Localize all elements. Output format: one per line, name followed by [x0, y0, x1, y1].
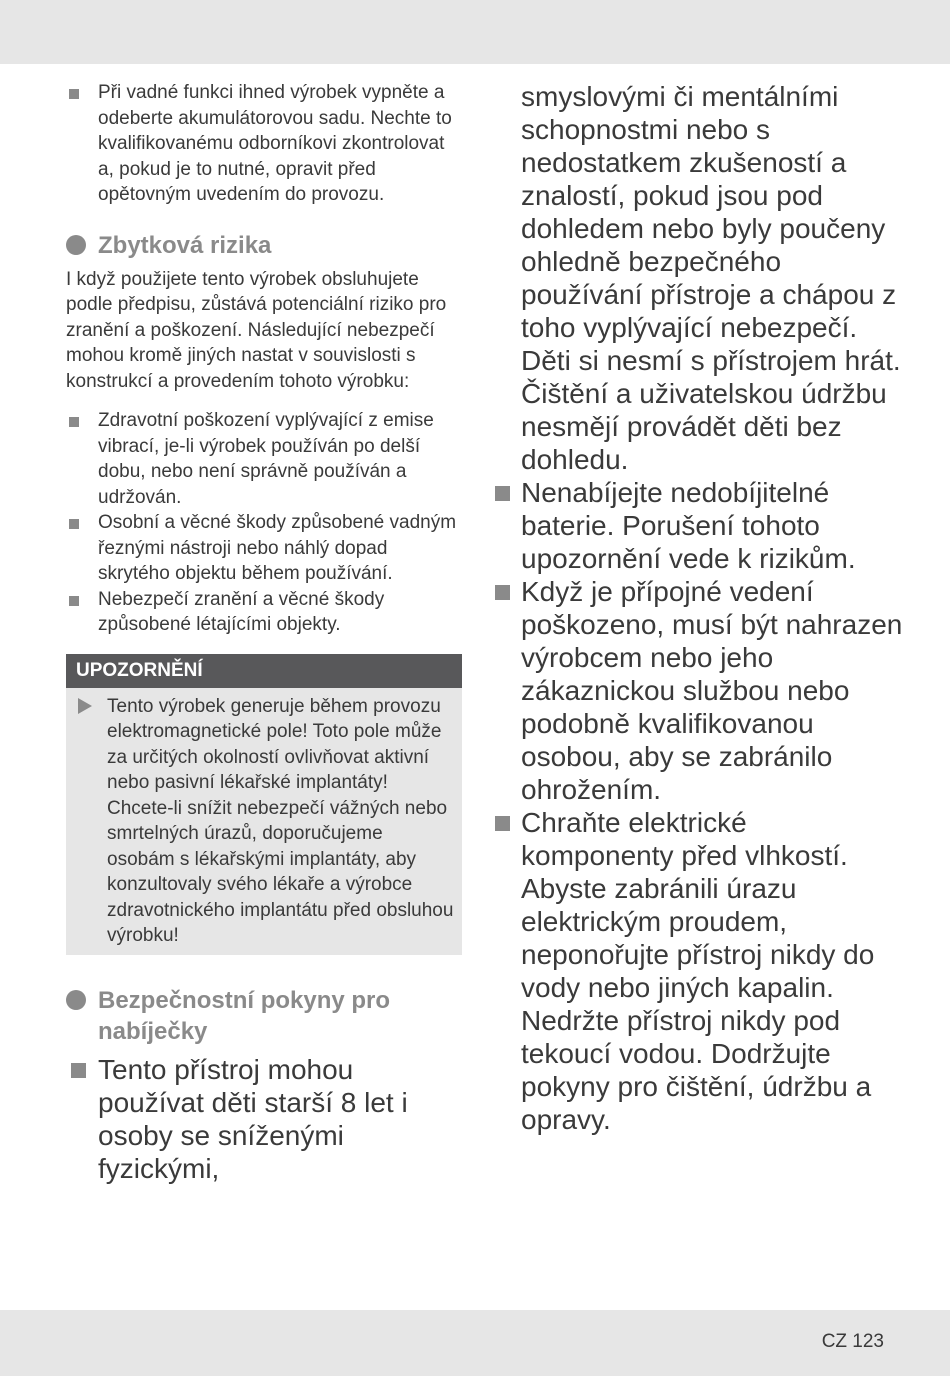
warning-text: Tento výrobek generuje během provozu elektromagnetické pole! Toto pole může za určitých okolností ovlivňovat aktivní nebo pasivní lékařské implantáty! Chcete-li snížit nebezpečí vážných nebo smrtelných úrazů, doporučujeme osobám s lékařskými implantáty, aby konzultovaly svého lékaře a výrobce zdravotnického implantátu před obsluhou výrobku! [107, 695, 454, 946]
square-bullet-icon [71, 1063, 86, 1078]
list-item-text: Chraňte elektrické komponenty před vlhkostí. Abyste zabránili úrazu elektrickým proudem, neponořujte přístroj nikdy do vody nebo jiných kapalin. Nedržte přístroj nikdy pod tekoucí vodou. Dodržujte pokyny pro čištění, údržbu a opravy. [521, 807, 875, 1135]
list-item [494, 476, 904, 575]
square-bullet-icon [69, 596, 79, 606]
list-item [494, 806, 904, 1136]
list-item-text: Při vadné funkci ihned výrobek vypněte a odeberte akumulátorovou sadu. Nechte to kvalifikovanému odborníkovi zkontrolovat a, pokud je to nutné, opravit před opětovným uvedením do provozu. [98, 82, 452, 205]
list-item-text: Osobní a věcné škody způsobené vadným řeznými nástroji nebo náhlý dopad skrytého objektu během používání. [98, 512, 457, 584]
list-item [66, 80, 462, 208]
circle-bullet-icon [66, 235, 86, 255]
list-item-text: Tento přístroj mohou používat děti starší 8 let i osoby se sníženými fyzickými, [98, 1053, 408, 1184]
page-number: CZ 123 [821, 1331, 884, 1352]
list-item [66, 408, 462, 510]
square-bullet-icon [495, 486, 510, 501]
list-item [66, 510, 462, 587]
square-bullet-icon [495, 585, 510, 600]
residual-risks-list [66, 408, 462, 638]
residual-risks-paragraph: I když použijete tento výrobek obsluhujete podle předpisu, zůstává potenciální riziko pro zranění a poškození. Následující nebezpečí mohou kromě jiných nastat v souvislosti s konstrukcí a provedením tohoto výrobku: [66, 268, 447, 392]
list-item [66, 1053, 462, 1185]
section-heading-charger-safety [66, 985, 462, 1047]
circle-bullet-icon [66, 990, 86, 1010]
triangle-arrow-icon [78, 698, 92, 714]
list-item-text: Nebezpečí zranění a věcné škody způsobené létajícími objekty. [98, 588, 385, 635]
list-item-text: Zdravotní poškození vyplývající z emise vibrací, je-li výrobek používán po delší dobu, nebo není správně používán a udržován. [98, 410, 434, 508]
square-bullet-icon [69, 89, 79, 99]
list-item-text: Když je přípojné vedení poškozeno, musí být nahrazen výrobcem nebo jeho zákaznickou službou nebo podobně kvalifikovanou osobou, aby se zabránilo ohrožením. [521, 576, 903, 805]
charger-list [66, 1053, 462, 1185]
left-column [66, 80, 462, 1185]
list-item [66, 587, 462, 638]
heading-text: Zbytková rizika [98, 231, 272, 259]
continued-paragraph: smyslovými či mentálními schopnostmi nebo s nedostatkem zkušeností a znalostí, pokud jsou pod dohledem nebo byly poučeny ohledně bezpečného používání přístroje a chápou z toho vyplývající nebezpečí. Děti si nesmí s přístrojem hrát. Čištění a uživatelskou údržbu nesmějí provádět děti bez dohledu. [521, 81, 901, 475]
warning-title: UPOZORNĚNÍ [66, 654, 462, 688]
right-column [494, 80, 904, 1136]
header-band [0, 0, 950, 64]
malfunction-list [66, 80, 462, 208]
square-bullet-icon [69, 417, 79, 427]
section-heading-residual-risks [66, 230, 462, 261]
square-bullet-icon [495, 816, 510, 831]
square-bullet-icon [69, 519, 79, 529]
list-item [494, 575, 904, 806]
list-item-text: Nenabíjejte nedobíjitelné baterie. Porušení tohoto upozornění vede k rizikům. [521, 477, 856, 574]
heading-text: Bezpečnostní pokyny pro nabíječky [98, 986, 391, 1045]
charger-list-continued [494, 476, 904, 1136]
warning-box [66, 654, 462, 955]
warning-body [66, 688, 462, 955]
footer-band [0, 1310, 950, 1376]
